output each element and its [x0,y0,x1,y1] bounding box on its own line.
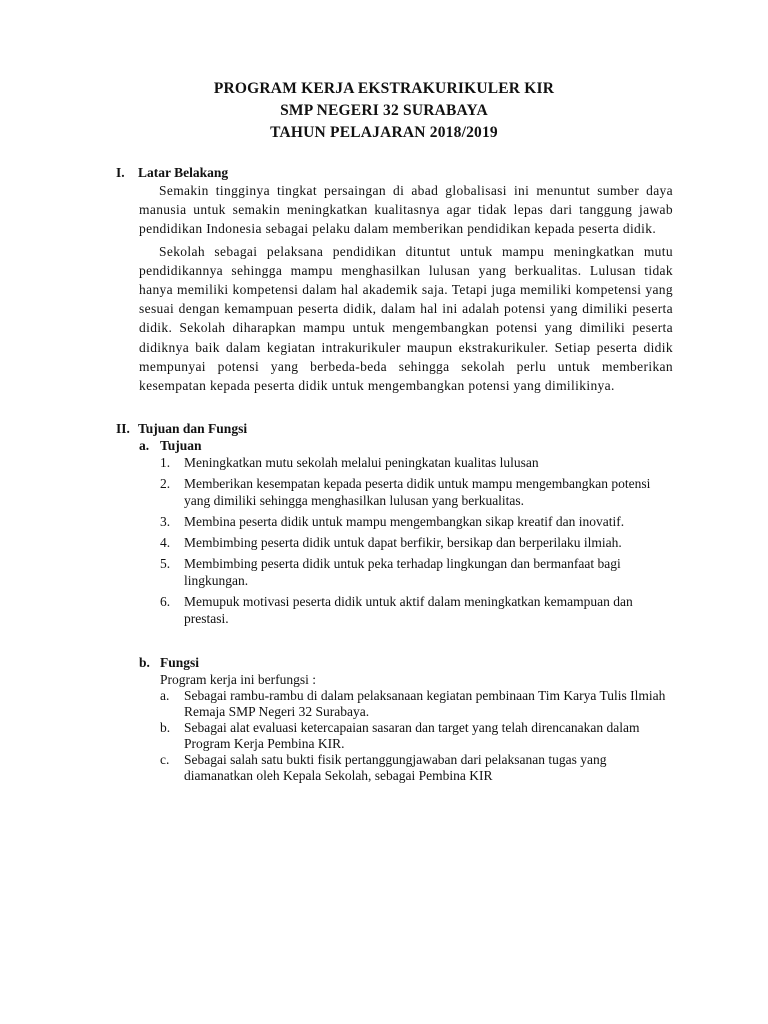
list-item-number: 2. [160,476,171,492]
list-item-text: Sebagai alat evaluasi ketercapaian sasaran dan target yang telah direncanakan dalam Program Kerja Pembina KIR. [184,720,640,751]
list-item-text: Sebagai salah satu bukti fisik pertanggungjawaban dari pelaksanan tugas yang diamanatkan oleh Kepala Sekolah, sebagai Pembina KIR [184,752,607,783]
fungsi-intro: Program kerja ini berfungsi : [160,672,316,688]
fungsi-heading [139,654,768,671]
list-item [160,593,674,627]
list-item-letter: a. [160,688,170,704]
list-item [160,720,674,751]
section-2-title: Tujuan dan Fungsi [138,421,248,437]
title-line-3: TAHUN PELAJARAN 2018/2019 [270,124,498,141]
fungsi-title: Fungsi [160,655,200,671]
title-line-2: SMP NEGERI 32 SURABAYA [280,102,488,119]
tujuan-title: Tujuan [160,438,202,454]
list-item [160,534,674,551]
list-item-text: Memberikan kesempatan kepada peserta didik untuk mampu mengembangkan potensi yang dimiliki sehingga menghasilkan lulusan yang berkualitas. [184,476,651,509]
title-line-1: PROGRAM KERJA EKSTRAKURIKULER KIR [213,80,555,97]
list-item-text: Membimbing peserta didik untuk peka terhadap lingkungan dan bermanfaat bagi lingkungan. [184,556,621,589]
list-item-number: 3. [160,514,171,530]
list-item-number: 4. [160,535,171,551]
list-item [160,752,674,783]
fungsi-list [160,688,674,783]
list-item-text: Sebagai rambu-rambu di dalam pelaksanaan kegiatan pembinaan Tim Karya Tulis Ilmiah Remaja SMP Negeri 32 Surabaya. [184,688,666,719]
section-2-heading [116,420,768,437]
section-1-paragraph-1: Semakin tingginya tingkat persaingan di abad globalisasi ini menuntut sumber daya manusia untuk semakin meningkatkan kualitasnya agar tidak lepas dari tanggung jawab pendidikan Indonesia sebagai pelaku dalam memberikan pendidikan kepada peserta didik. [139,183,673,237]
section-1-paragraph-2: Sekolah sebagai pelaksana pendidikan dituntut untuk mampu meningkatkan mutu pendidikannya sehingga mampu menghasilkan lulusan yang berkualitas. Lulusan tidak hanya memiliki kompetensi dalam hal akademik saja. Tetapi juga memiliki kompetensi yang sesuai dengan kemampuan peserta didik, dalam hal ini adalah potensi yang dimiliki peserta didik. Sekolah diharapkan mampu untuk mengembangkan potensi yang dimiliki peserta didiknya baik dalam kegiatan intrakurikuler maupun ekstrakurikuler. Setiap peserta didik mempunyai potensi yang berbeda-beda sehingga sekolah perlu untuk memberikan kesempatan kepada peserta didik untuk mengembangkan potensi yang dimilikinya. [139,243,673,394]
section-2-number: II. [116,421,130,437]
list-item [160,513,674,530]
tujuan-heading [139,437,768,454]
list-item-letter: c. [160,752,170,768]
list-item-letter: b. [160,720,171,736]
list-item-text: Meningkatkan mutu sekolah melalui peningkatan kualitas lulusan [184,455,539,471]
list-item [160,475,674,509]
list-item-number: 1. [160,455,171,471]
fungsi-letter: b. [139,655,150,671]
list-item-number: 6. [160,594,171,610]
list-item [160,555,674,589]
list-item-text: Membina peserta didik untuk mampu mengembangkan sikap kreatif dan inovatif. [184,514,625,530]
list-item-text: Memupuk motivasi peserta didik untuk aktif dalam meningkatkan kemampuan dan prestasi. [184,594,633,627]
section-1-number: I. [116,165,125,180]
section-1-heading [116,164,768,181]
tujuan-letter: a. [139,438,150,454]
list-item [160,454,674,471]
section-1-title: Latar Belakang [138,165,229,180]
document-title [0,78,768,144]
list-item-text: Membimbing peserta didik untuk dapat berfikir, bersikap dan berperilaku ilmiah. [184,535,622,551]
list-item [160,688,674,719]
list-item-number: 5. [160,556,171,572]
tujuan-list [160,454,674,627]
